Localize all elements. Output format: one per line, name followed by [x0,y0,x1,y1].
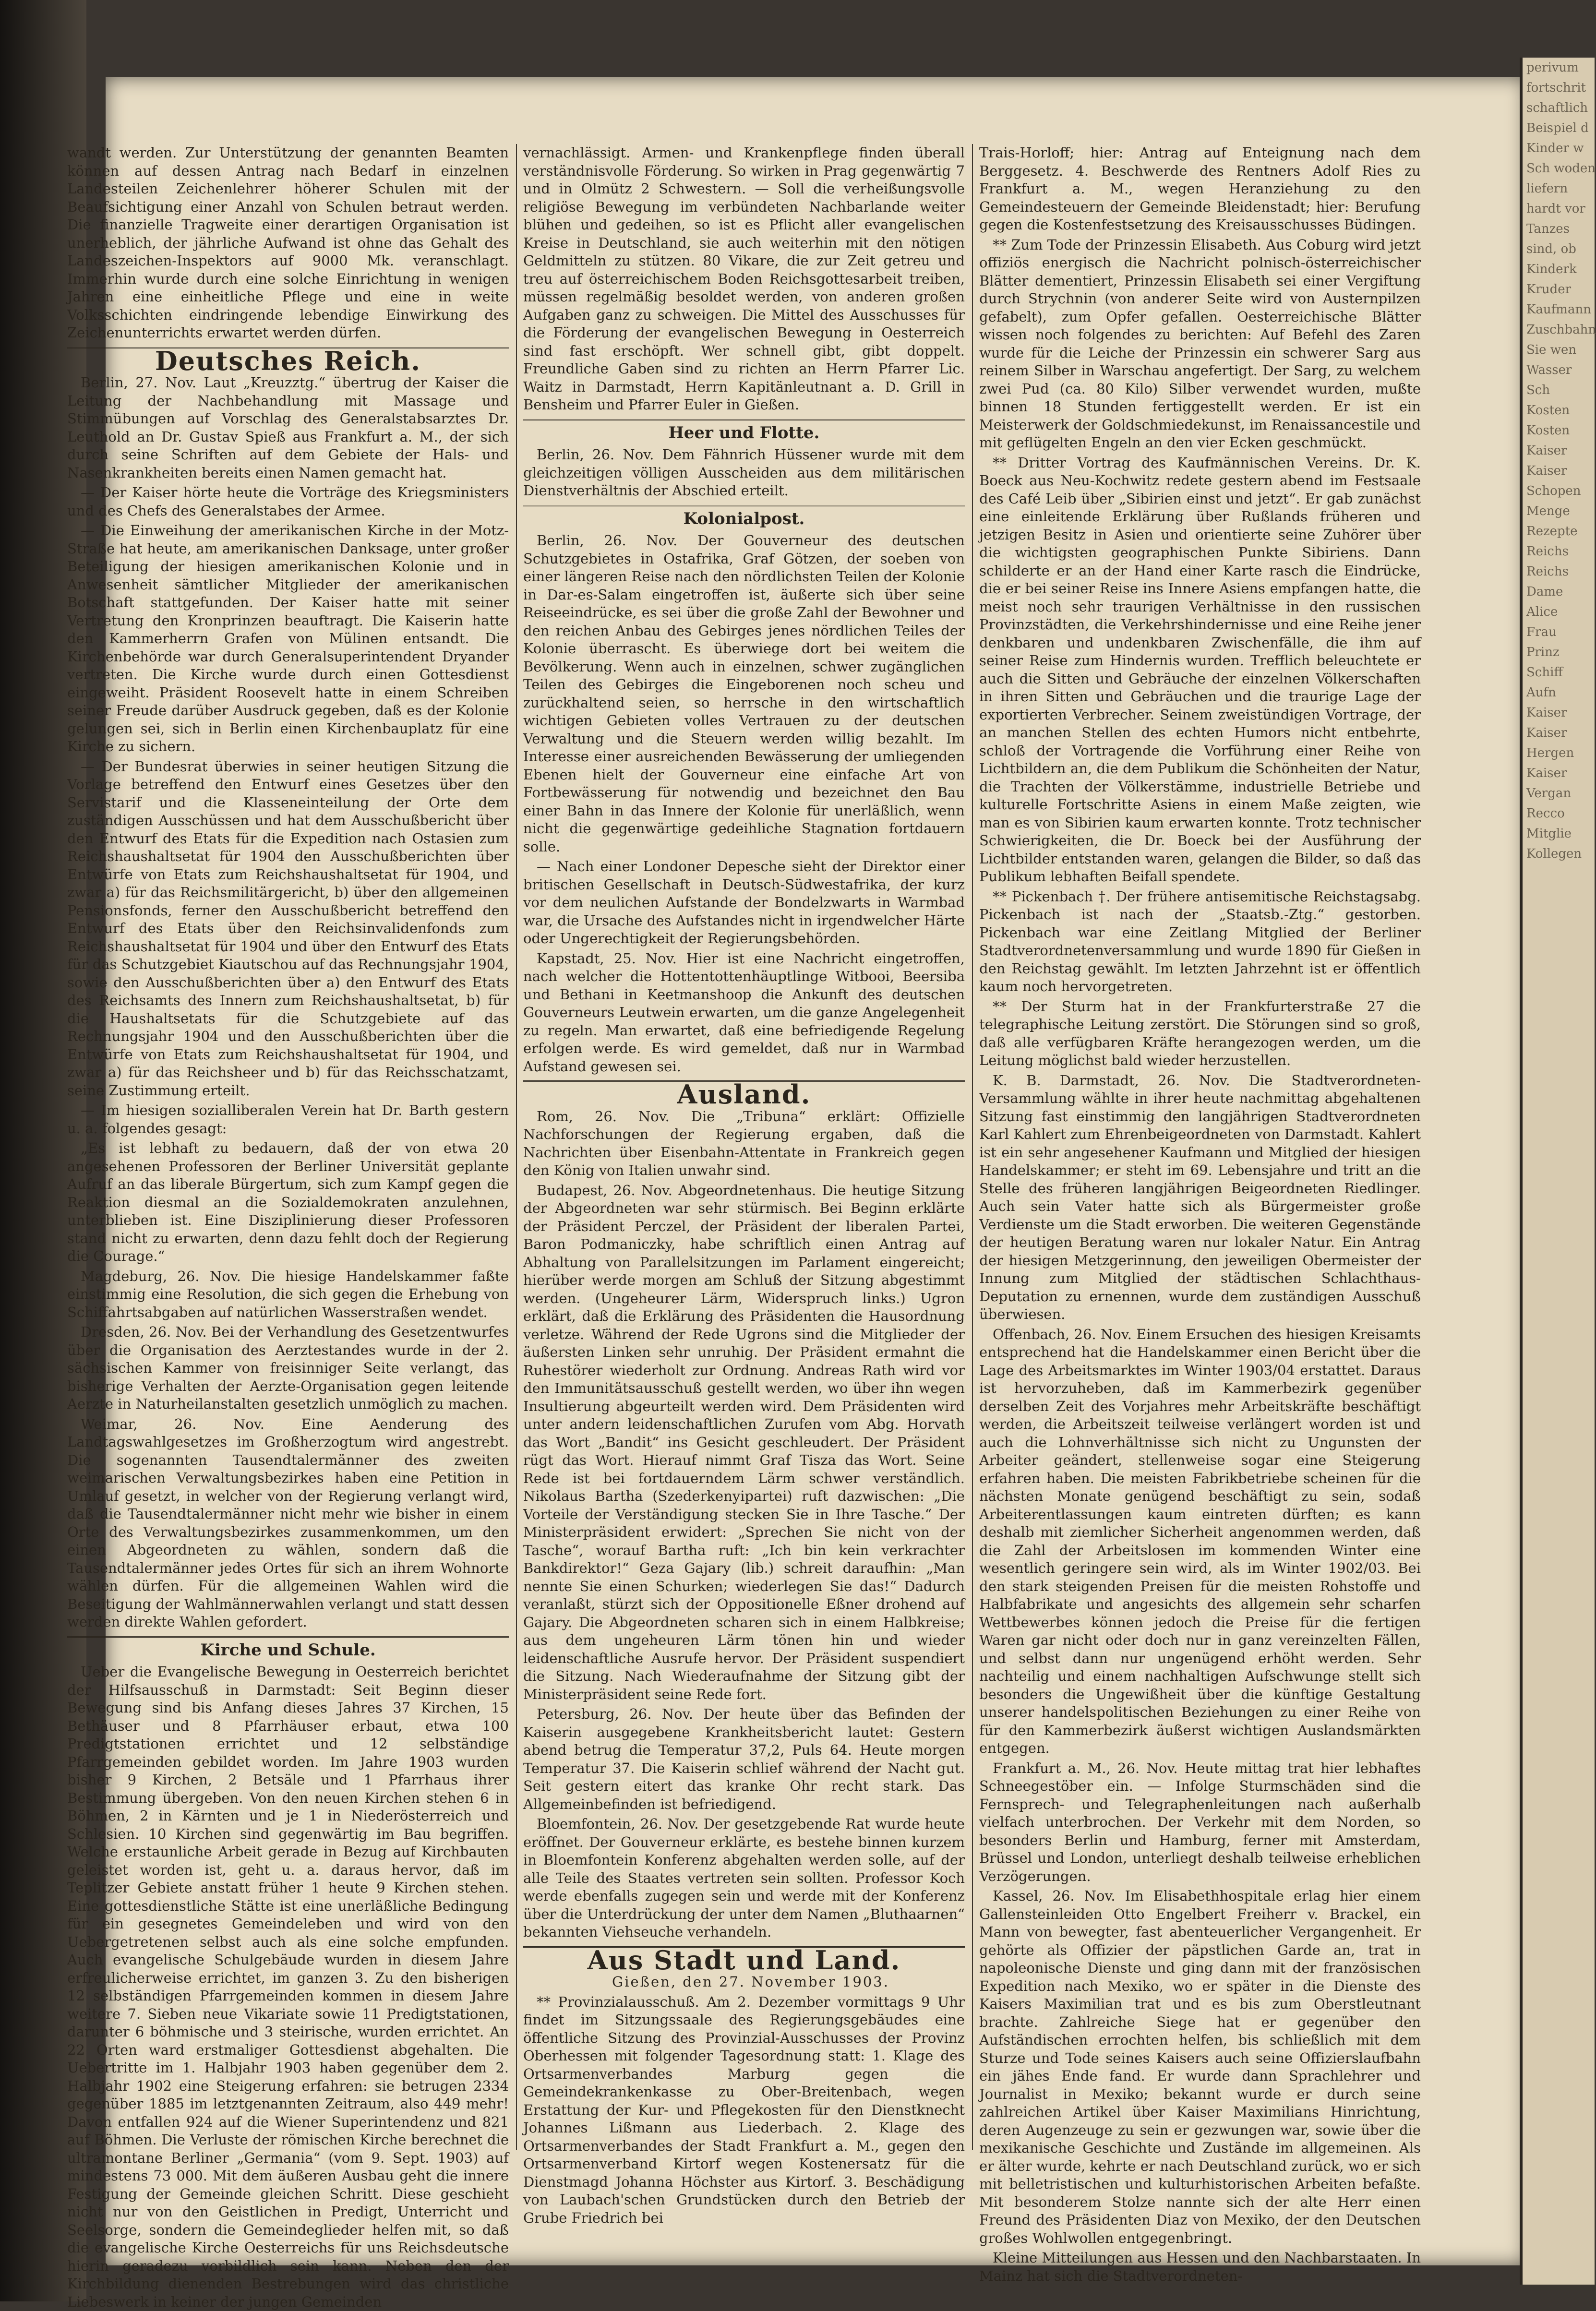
article-paragraph: ** Dritter Vortrag des Kaufmännischen Vereins. Dr. K. Boeck aus Neu-Kochwitz redete gestern abend im Festsaale des Café Leib über „Sibirien einst und jetzt“. Er gab zunächst eine einleitende Erklärung über Rußlands früheren und jetzigen Besitz in Asien und orientierte seine Zuhörer über die wichtigsten geographischen Punkte Sibiriens. Dann schilderte er an der Hand einer Karte rasch die Eindrücke, die er bei seiner Reise ins Innere Asiens empfangen hatte, die meist noch sehr traurigen Verhältnisse in den russischen Provinzstädten, die Verkehrshindernisse und eine Reihe jener denkbaren und undenkbaren Zwischenfälle, die ihm auf seiner Reise zum Hindernis wurden. Trefflich beleuchtete er auch die Sitten und Gebräuche der einzelnen Völkerschaften in ihren Sitten und Gebräuchen und die traurige Lage der exportierten Verbrecher. Seinem zweistündigen Vortrage, der an manchen Stellen des echten Humors nicht entbehrte, schloß der Vortragende die Vorführung einer Reihe von Lichtbildern an, die dem Publikum die Schönheiten der Natur, die Trachten der Völkerstämme, industrielle Betriebe und kulturelle Fortschritte Asiens in einem Maße zeigten, wie man es von Sibirien kaum erwarten konnte. Trotz technischer Schwierigkeiten, die Dr. Boeck bei der Ausführung der Lichtbilder entstanden waren, gelangen die Bilder, so daß das Publikum lebhaften Beifall spendete. [979,454,1421,885]
next-page-fragment: Kaufmann [1526,302,1591,317]
article-paragraph: Berlin, 27. Nov. Laut „Kreuzztg.“ übertrug der Kaiser die Leitung der Nachbehandlung mit Massage und Stimmübungen auf Vorschlag des Generalstabsarztes Dr. Leuthold an Dr. Gustav Spieß aus Frankfurt a. M., der sich durch seine Schriften auf dem Gebiete der Hals- und Nasenkrankheiten bereits einen Namen gemacht hat. [67,374,509,481]
article-paragraph: ** Der Sturm hat in der Frankfurterstraße 27 die telegraphische Leitung zerstört. Die Störungen sind so groß, daß alle verfügbaren Kräfte herangezogen werden, um die Leitung möglichst bald wieder herzustellen. [979,998,1421,1068]
next-page-fragment: Tanzes [1526,222,1570,236]
article-paragraph: Budapest, 26. Nov. Abgeordnetenhaus. Die heutige Sitzung der Abgeordneten war sehr stürmisch. Bei Beginn erklärte der Präsident Perczel, der Präsident der liberalen Partei, Baron Podmaniczky, habe schriftlich einen Antrag auf Abhaltung von Parallelsitzungen im Parlament eingereicht; hierüber werde morgen am Schluß der Sitzung abgestimmt werden. (Ungeheurer Lärm, Widerspruch links.) Ugron erklärt, daß die Erklärung des Präsidenten die Hausordnung verletze. Während der Rede Ugrons sind die Mitglieder der äußersten Linken sehr unruhig. Der Präsident ermahnt die Ruhestörer wiederholt zur Ordnung. Andreas Rath wird vor den Immunitätsausschuß gestellt werden, wo über ihn wegen Insultierung abgeurteilt werden wird. Dem Präsidenten wird unter andern leidenschaftlichen Zurufen vom Abg. Horvath das Wort „Bandit“ ins Gesicht geschleudert. Der Präsident rügt das Wort. Hierauf nimmt Graf Tisza das Wort. Seine Rede ist bei fortdauerndem Lärm schwer verständlich. Nikolaus Bartha (Szederkenyipartei) ruft dazwischen: „Die Vorteile der Verständigung stecken Sie in Ihre Tasche.“ Der Ministerpräsident erwidert: „Sprechen Sie nicht von der Tasche“, worauf Bartha ruft: „Ich bin kein verkrachter Bankdirektor!“ Geza Gajary (lib.) schreit daraufhin: „Man nennte Sie einen Schurken; wiederlegen Sie das!“ Dadurch veranlaßt, stürzt sich der Oppositionelle Eßner drohend auf Gajary. Die Abgeordneten scharen sich in einem Halbkreise; aus dem ungeheuren Lärm tönen hin und wieder leidenschaftliche Ausrufe hervor. Der Präsident suspendiert die Sitzung. Nach Wiederaufnahme der Sitzung gibt der Ministerpräsident seine Rede fort. [523,1182,965,1702]
next-page-fragment: Kaiser [1526,443,1567,458]
next-page-fragment: Aufn [1526,685,1556,700]
article-paragraph: — Der Kaiser hörte heute die Vorträge des Kriegsministers und des Chefs des Generalstabes der Armee. [67,484,509,519]
article-paragraph: Rom, 26. Nov. Die „Tribuna“ erklärt: Offizielle Nachforschungen der Regierung ergaben, daß die Nachrichten über Eisenbahn-Attentate in Frankreich gegen den König von Italien unwahr sind. [523,1108,965,1178]
section-heading: Aus Stadt und Land. [523,1946,965,1970]
section-heading: Deutsches Reich. [67,347,509,371]
article-paragraph: ** Pickenbach †. Der frühere antisemitische Reichstagsabg. Pickenbach ist nach der „Staatsb.-Ztg.“ gestorben. Pickenbach war eine Zeitlang Mitglied der Berliner Stadtverordnetenversammlung und wurde 1890 für Gießen in den Reichstag gewählt. Im letzten Jahrzehnt ist er öffentlich kaum noch hervorgetreten. [979,888,1421,994]
article-paragraph: Kleine Mitteilungen aus Hessen und den Nachbarstaaten. In Mainz hat sich die Stadtverordneten- [979,2250,1421,2284]
next-page-fragment: schaftlich [1526,101,1588,115]
article-paragraph: ** Provinzialausschuß. Am 2. Dezember vormittags 9 Uhr findet im Sitzungssaale des Regierungsgebäudes eine öffentliche Sitzung des Provinzial-Ausschusses der Provinz Oberhessen mit folgender Tagesordnung statt: 1. Klage des Ortsarmenverbandes Marburg gegen die Gemeindekrankenkasse zu Ober-Breitenbach, wegen Erstattung der Kur- und Pflegekosten für den Dienstknecht Johannes Lißmann aus Liederbach. 2. Klage des Ortsarmenverbandes der Stadt Frankfurt a. M., gegen den Ortsarmenverband Kirtorf wegen Kostenersatz für die Dienstmagd Johanna Höchster aus Kirtorf. 3. Beschädigung von Laubach'schen Grundstücken durch den Betrieb der Grube Friedrich bei [523,1993,965,2226]
section-heading: Heer und Flotte. [523,419,965,443]
next-page-fragment: fortschrit [1526,81,1586,95]
next-page-fragment: perivum [1526,60,1579,75]
article-paragraph: vernachlässigt. Armen- und Krankenpflege finden überall verständnisvolle Förderung. So wirken in Prag gegenwärtig 7 und in Olmütz 2 Schwestern. — Soll die verheißungsvolle religiöse Bewegung im verbündeten Nachbarlande weiter blühen und gedeihen, so ist es Pflicht aller evangelischen Kreise in Deutschland, sie auch weiterhin mit den nötigen Geldmitteln zu stützen. 80 Vikare, die zur Zeit getreu und treu auf österreichischem Boden Reichsgottesarbeit treiben, müssen regelmäßig besoldet werden, von anderen großen Aufgaben ganz zu schweigen. Die Mittel des Ausschusses für die Förderung der evangelischen Bewegung in Oesterreich sind fast erschöpft. Wer schnell gibt, gibt doppelt. Freundliche Gaben sind zu richten an Herrn Pfarrer Lic. Waitz in Darmstadt, Herrn Kapitänleutnant a. D. Grill in Bensheim und Pfarrer Euler in Gießen. [523,144,965,413]
article-paragraph: Frankfurt a. M., 26. Nov. Heute mittag trat hier lebhaftes Schneegestöber ein. — Infolge Sturmschäden sind die Fernsprech- und Telegraphenleitungen nach außerhalb vielfach unterbrochen. Der Verkehr mit dem Norden, so besonders Berlin und Hamburg, ferner mit Amsterdam, Brüssel und London, unterliegt deshalb teilweise erheblichen Verzögerungen. [979,1760,1421,1884]
next-page-fragment: Kaiser [1526,726,1567,740]
section-heading: Ausland. [523,1080,965,1104]
next-page-fragment: Zuschbahn [1526,323,1596,337]
next-page-fragment: Schiff [1526,665,1563,680]
next-page-fragment: Rezepte [1526,524,1578,539]
column-2 [523,144,965,2226]
column-rule [972,144,973,2150]
article-paragraph: wandt werden. Zur Unterstützung der genannten Beamten können auf dessen Antrag nach Bedarf in einzelnen Landesteilen Zeichenlehrer höherer Schulen mit der Beaufsichtigung einer Anzahl von Schulen betraut werden. Die finanzielle Tragweite einer derartigen Organisation ist unerheblich, der jährliche Aufwand ist ohne das Gehalt des Landeszeichen-Inspektors auf 9000 Mk. veranschlagt. Immerhin wurde durch eine solche Einrichtung in wenigen Jahren eine einheitliche Pflege und eine in weite Volksschichten eindringende lebendige Einwirkung des Zeichenunterrichts erwartet werden dürfen. [67,144,509,341]
next-page-fragment: Kollegen [1526,847,1582,861]
column-3 [979,144,1421,2284]
next-page-fragment: Recco [1526,806,1565,821]
next-page-edge [1520,58,1595,2285]
next-page-fragment: Mitglie [1526,826,1572,841]
article-paragraph: Berlin, 26. Nov. Dem Fähnrich Hüssener wurde mit dem gleichzeitigen völligen Ausscheiden aus dem militärischen Dienstverhältnis der Abschied erteilt. [523,446,965,499]
article-paragraph: Berlin, 26. Nov. Der Gouverneur des deutschen Schutzgebietes in Ostafrika, Graf Götzen, der soeben von einer längeren Reise nach den nördlichsten Teilen der Kolonie in Dar-es-Salam eingetroffen ist, äußerte sich über seine Reiseeindrücke, es sei über die große Zahl der Bewohner und den reichen Anbau des Gebirges jenes nördlichen Teiles der Kolonie überrascht. Es überwiege dort bei weitem die Bevölkerung. Wenn auch in einzelnen, schwer zugänglichen Teilen des Gebirges die Eingeborenen noch scheu und zurückhaltend seien, so herrsche in den wirtschaftlich wichtigen Gebieten volles Vertrauen zu der deutschen Verwaltung und die Steuern werden willig bezahlt. Im Interesse einer ausreichenden Bewässerung der umliegenden Ebenen hielt der Gouverneur eine einfache Art von Fortbewässerung für notwendig und bezeichnet den Bau einer Bahn in das Innere der Kolonie für unerläßlich, wenn nicht die gegenwärtige gedeihliche Stagnation fortdauern solle. [523,532,965,855]
section-heading: Kolonialpost. [523,505,965,528]
next-page-fragment: Menge [1526,504,1570,518]
article-paragraph: Petersburg, 26. Nov. Der heute über das Befinden der Kaiserin ausgegebene Krankheitsbericht lautet: Gestern abend betrug die Temperatur 37,2, Puls 64. Heute morgen Temperatur 37. Die Kaiserin schlief während der Nacht gut. Seit gestern eitert das kranke Ohr recht stark. Das Allgemeinbefinden ist befriedigend. [523,1706,965,1812]
article-paragraph: — Die Einweihung der amerikanischen Kirche in der Motz-Straße hat heute, am amerikanischen Danksage, unter großer Beteiligung der hiesigen amerikanischen Kolonie und in Anwesenheit sämtlicher Mitglieder der amerikanischen Botschaft stattgefunden. Der Kaiser hatte mit seiner Vertretung den Kronprinzen beauftragt. Die Kaiserin hatte den Kammerherrn Grafen von Mülinen entsandt. Die Kirchenbehörde war durch Generalsuperintendent Dryander vertreten. Die Kirche wurde durch einen Gottesdienst eingeweiht. Präsident Roosevelt hatte in einem Schreiben seiner Freude darüber Ausdruck gegeben, daß es der Kolonie gelungen sei, sich in Berlin einen Kirchenbauplatz für eine Kirche zu sichern. [67,522,509,754]
next-page-fragment: Sie wen [1526,343,1577,357]
next-page-fragment: Kosten [1526,403,1570,418]
next-page-fragment: Reichs [1526,544,1569,559]
article-paragraph: Trais-Horloff; hier: Antrag auf Enteignung nach dem Berggesetz. 4. Beschwerde des Rentners Adolf Ries zu Frankfurt a. M., wegen Heranziehung zu den Gemeindesteuern der Gemeinde Bleidenstadt; hier: Berufung gegen die Kostenfestsetzung des Kreisausschusses Büdingen. [979,144,1421,233]
next-page-fragment: Frau [1526,625,1557,639]
article-paragraph: — Im hiesigen sozialliberalen Verein hat Dr. Barth gestern u. a. folgendes gesagt: [67,1102,509,1137]
article-paragraph: Magdeburg, 26. Nov. Die hiesige Handelskammer faßte einstimmig eine Resolution, die sich gegen die Erhebung von Schiffahrtsabgaben auf natürlichen Wasserstraßen wendet. [67,1268,509,1320]
next-page-fragment: hardt vor [1526,202,1585,216]
article-paragraph: „Es ist lebhaft zu bedauern, daß der von etwa 20 angesehenen Professoren der Berliner Universität geplante Aufruf an das liberale Bürgertum, sich zum Kampf gegen die Reaktion diesmal an die Sozialdemokraten anzulehnen, unterblieben ist. Eine Disziplinierung dieser Professoren stand nicht zu erwarten, denn dazu fehlt doch der Regierung die Courage.“ [67,1140,509,1264]
next-page-fragment: liefern [1526,181,1568,196]
next-page-fragment: Hergen [1526,746,1574,760]
article-paragraph: Weimar, 26. Nov. Eine Aenderung des Landtagswahlgesetzes im Großherzogtum wird angestrebt. Die sogenannten Tausendtalermänner des zweiten weimarischen Verwaltungsbezirkes haben eine Petition in Umlauf gesetzt, in welcher von der Regierung verlangt wird, daß die Tausendtalermänner nicht mehr wie bisher in einem Orte des Verwaltungsbezirkes zusammenkommen, um den einen Abgeordneten zu wählen, sondern daß die Tausendtalermänner jedes Ortes für sich an ihrem Wohnorte wählen dürfen. Für die allgemeinen Wahlen wird die Beseitigung der Wahlmännerwahlen verlangt und statt dessen werden direkte Wahlen gefordert. [67,1415,509,1630]
article-paragraph: Ueber die Evangelische Bewegung in Oesterreich berichtet der Hilfsausschuß in Darmstadt: Seit Beginn dieser Bewegung sind bis Anfang dieses Jahres 37 Kirchen, 15 Bethäuser und 8 Pfarrhäuser erbaut, etwa 100 Predigtstationen errichtet und 12 selbständige Pfarrgemeinden gebildet worden. Im Jahre 1903 wurden bisher 9 Kirchen, 2 Betsäle und 1 Pfarrhaus ihrer Bestimmung übergeben. Von den neuen Kirchen stehen 6 in Böhmen, 2 in Kärnten und je 1 in Niederösterreich und Schlesien. 10 Kirchen sind gegenwärtig im Bau begriffen. Welche erstaunliche Arbeit gerade in Bezug auf Kirchbauten geleistet worden ist, geht u. a. daraus hervor, daß im Teplitzer Gebiete anstatt früher 1 heute 9 Kirchen stehen. Eine gottesdienstliche Stätte ist eine unerläßliche Bedingung für ein gesegnetes Gemeindeleben und wird von den Uebergetretenen selbst auch als eine solche empfunden. Auch evangelische Schulgebäude wurden in diesem Jahre erfreulicherweise errichtet, im ganzen 3. Zu den bisherigen 12 selbständigen Pfarrgemeinden kommen in diesem Jahre weitere 7. Sieben neue Vikariate sowie 11 Predigtstationen, darunter 6 böhmische und 3 steirische, wurden errichtet. An 22 Orten ward erstmaliger Gottesdienst abgehalten. Die Uebertritte im 1. Halbjahr 1903 haben gegenüber dem 2. Halbjahr 1902 eine Steigerung erfahren: sie betrugen 2334 gegenüber 1885 im letztgenannten Zeitraum, also 449 mehr! Davon entfallen 924 auf die Wiener Superintendenz und 821 auf Böhmen. Die Verluste der römischen Kirche berechnet die ultramontane Berliner „Germania“ (vom 9. Sept. 1903) auf mindestens 73 000. Mit dem äußeren Ausbau geht die innere Festigung der Gemeinde gleichen Schritt. Diese geschieht nicht nur von den Geistlichen in Predigt, Unterricht und Seelsorge, sondern die Gemeindeglieder helfen mit, so daß die evangelische Kirche Oesterreichs für uns Reichsdeutsche hierin geradezu vorbildlich sein kann. Neben den der Kirchbildung dienenden Bestrebungen wird das christliche Liebeswerk in keiner der jungen Gemeinden [67,1664,509,2310]
article-paragraph: Kapstadt, 25. Nov. Hier ist eine Nachricht eingetroffen, nach welcher die Hottentottenhäuptlinge Witbooi, Beersiba und Bethani in Keetmanshoop die Ankunft des deutschen Gouverneurs Leutwein erwarten, um die ganze Angelegenheit zu regeln. Man erwartet, daß eine befriedigende Regelung erfolgen werde. Es wird gemeldet, daß nur in Warmbad Aufstand gewesen sei. [523,950,965,1075]
next-page-fragment: Alice [1526,605,1558,619]
article-paragraph: Bloemfontein, 26. Nov. Der gesetzgebende Rat wurde heute eröffnet. Der Gouverneur erklärte, es bestehe binnen kurzem in Bloemfontein Konferenz abgehalten werden solle, auf der alle Teile des Staates vertreten sein sollten. Professor Koch werde ebenfalls zugegen sein und werde mit der Konferenz über die Unterdrückung der unter dem Namen „Bluthaarnen“ bekannten Viehseuche verhandeln. [523,1816,965,1940]
next-page-fragment: Vergan [1526,786,1572,801]
column-1 [67,144,509,2310]
next-page-fragment: Kaiser [1526,464,1567,478]
next-page-fragment: Kaiser [1526,706,1567,720]
next-page-fragment: sind, ob [1526,242,1576,256]
next-page-fragment: Kruder [1526,282,1572,297]
article-paragraph: ** Zum Tode der Prinzessin Elisabeth. Aus Coburg wird jetzt offiziös energisch die Nachricht polnisch-österreichischer Blätter dementiert, Prinzessin Elisabeth sei einer Vergiftung durch Strychnin (von anderer Seite wird von Austernpilzen gefabelt), zum Opfer gefallen. Oesterreichische Blätter wissen noch folgendes zu berichten: Auf Befehl des Zaren wurde für die Leiche der Prinzessin ein schwerer Sarg aus reinem Silber in Warschau angefertigt. Der Sarg, zu welchem zwei Pud (ca. 80 Kilo) Silber verwendet wurden, mußte binnen 18 Stunden fertiggestellt werden. Er ist ein Meisterwerk der Goldschmiedekunst, im Renaissancestile und mit geflügelten Engeln an den vier Ecken geschmückt. [979,236,1421,451]
article-paragraph: Kassel, 26. Nov. Im Elisabethhospitale erlag hier einem Gallensteinleiden Otto Engelbert Freiherr v. Brackel, ein Mann von bewegter, fast abenteuerlicher Vergangenheit. Er gehörte als Offizier der päpstlichen Garde an, trat in napoleonische Dienste und ging dann mit der französischen Expedition nach Mexiko, wo er später in die Dienste des Kaisers Maximilian trat und es bis zum Oberstleutnant brachte. Zahlreiche Siege hat er gegenüber den Aufständischen errochten helfen, bis schließlich mit dem Sturze und Tode seines Kaisers auch seine Offizierslaufbahn ein jähes Ende fand. Er wurde dann Sprachlehrer und Journalist in Mexiko; bekannt wurde er durch seine zahlreichen Artikel über Kaiser Maximilians Hinrichtung, deren Augenzeuge zu sein er gezwungen war, sowie über die mexikanische Geschichte und Zustände im allgemeinen. Als er älter wurde, kehrte er nach Deutschland zurück, wo er sich mit belletristischen und kulturhistorischen Arbeiten befaßte. Mit besonderem Stolze nannte sich der alte Herr einen Freund des Präsidenten Diaz von Mexiko, der den Deutschen großes Wohlwollen entgegenbringt. [979,1888,1421,2246]
next-page-fragment: Schopen [1526,484,1581,498]
next-page-fragment: Kinder w [1526,141,1584,156]
next-page-fragment: Wasser [1526,363,1572,377]
next-page-fragment: Kaiser [1526,766,1567,780]
article-paragraph: K. B. Darmstadt, 26. Nov. Die Stadtverordneten-Versammlung wählte in ihrer heute nachmittag abgehaltenen Sitzung fast einstimmig den langjährigen Stadtverordneten Karl Kahlert zum Ehrenbeigeordneten von Darmstadt. Kahlert ist ein sehr angesehener Kaufmann und Mitglied der hiesigen Handelskammer; er steht im 69. Lebensjahre und tritt an die Stelle des früheren langjährigen Beigeordneten Riedlinger. Auch sein Vater hatte sich als Bürgermeister große Verdienste um die Stadt erworben. Die weiteren Gegenstände der heutigen Beratung waren nur lokaler Natur. Ein Antrag der hiesigen Metzgerinnung, den jeweiligen Obermeister der Innung zum Mitglied der städtischen Schlachthaus-Deputation zu ernennen, wurde dem zuständigen Ausschuß überwiesen. [979,1072,1421,1322]
dateline: Gießen, den 27. November 1903. [612,1974,889,1990]
next-page-fragment: Kinderk [1526,262,1577,276]
next-page-fragment: Reichs [1526,564,1569,579]
article-paragraph: — Nach einer Londoner Depesche sieht der Direktor einer britischen Gesellschaft in Deutsch-Südwestafrika, der kurz vor dem neulichen Aufstande der Bondelzwarts in Warmbad war, die Ursache des Aufstandes nicht in irgendwelcher Härte oder Ungerechtigkeit der Regierungsbehörden. [523,858,965,946]
next-page-fragment: Sch woden [1526,161,1596,176]
column-rule [516,144,517,2150]
section-heading: Kirche und Schule. [67,1636,509,1660]
article-paragraph: Dresden, 26. Nov. Bei der Verhandlung des Gesetzentwurfes über die Organisation des Aerztestandes wurde in der 2. sächsischen Kammer von freisinniger Seite verlangt, das bisherige Verhalten der Aerzte-Organisation gegen leitende Aerzte in Naturheilanstalten gesetzlich unmöglich zu machen. [67,1324,509,1412]
article-paragraph: — Der Bundesrat überwies in seiner heutigen Sitzung die Vorlage betreffend den Entwurf eines Gesetzes über den Servistarif und die Klasseneinteilung der Orte dem zuständigen Ausschüssen und hat dem Ausschußbericht über den Entwurf des Etats für die Expedition nach Ostasien zum Reichshaushaltsetat für 1904 den Ausschußberichten über Entwürfe von Etats zum Reichshaushaltsetat für 1904, und zwar a) für das Reichsmilitärgericht, b) über den allgemeinen Pensionsfonds, ferner den Ausschußbericht betreffend den Entwurf des Etats über den Reichsinvalidenfonds zum Reichshaushaltsetat für 1904 und über den Entwurf des Etats für das Schutzgebiet Kiautschou auf das Rechnungsjahr 1904, sowie den Ausschußberichten über a) den Entwurf des Etats des Reichsamts des Innern zum Reichshaushaltsetat, b) für die Haushaltsetats für die Schutzgebiete auf das Rechnungsjahr 1904 und den Ausschußberichten über die Entwürfe von Etats zum Reichshaushaltsetat für 1904, und zwar a) für das Reichsheer und b) für das Reichsschatzamt, seine Zustimmung erteilt. [67,758,509,1099]
next-page-fragment: Kosten [1526,423,1570,438]
next-page-fragment: Beispiel d [1526,121,1589,135]
next-page-fragment: Prinz [1526,645,1560,659]
next-page-fragment: Dame [1526,585,1563,599]
next-page-fragment: Sch [1526,383,1550,397]
article-paragraph: Offenbach, 26. Nov. Einem Ersuchen des hiesigen Kreisamts entsprechend hat die Handelskammer einen Bericht über die Lage des Arbeitsmarktes im Winter 1903/04 erstattet. Daraus ist hervorzuheben, daß im Kammerbezirk gegenüber derselben Zeit des Vorjahres mehr Arbeitskräfte beschäftigt werden, die Arbeitszeit teilweise verlängert worden ist und auch die Lohnverhältnisse sich nicht zu Ungunsten der Arbeiter geändert, stellenweise sogar eine Steigerung erfahren haben. Die meisten Fabrikbetriebe scheinen für die nächsten Monate genügend beschäftigt zu sein, sodaß Arbeiterentlassungen kaum eintreten dürften; es kann deshalb mit ziemlicher Sicherheit angenommen werden, daß die Zahl der Arbeitslosen im kommenden Winter eine wesentlich geringere sein wird, als im Winter 1902/03. Bei den stark steigenden Preisen für die meisten Rohstoffe und Halbfabrikate und angesichts des allgemein sehr scharfen Wettbewerbes können jedoch die Preise für die fertigen Waren gar nicht oder doch nur in ganz vereinzelten Fällen, und selbst dann nur ungenügend erhöht werden. Sehr nachteilig und einem nachhaltigen Aufschwunge stellt sich besonders die Ungewißheit über die künftige Gestaltung unserer handelspolitischen Beziehungen zu einer Reihe von für den Kammerbezirk äußerst wichtigen Auslandsmärkten entgegen. [979,1326,1421,1756]
